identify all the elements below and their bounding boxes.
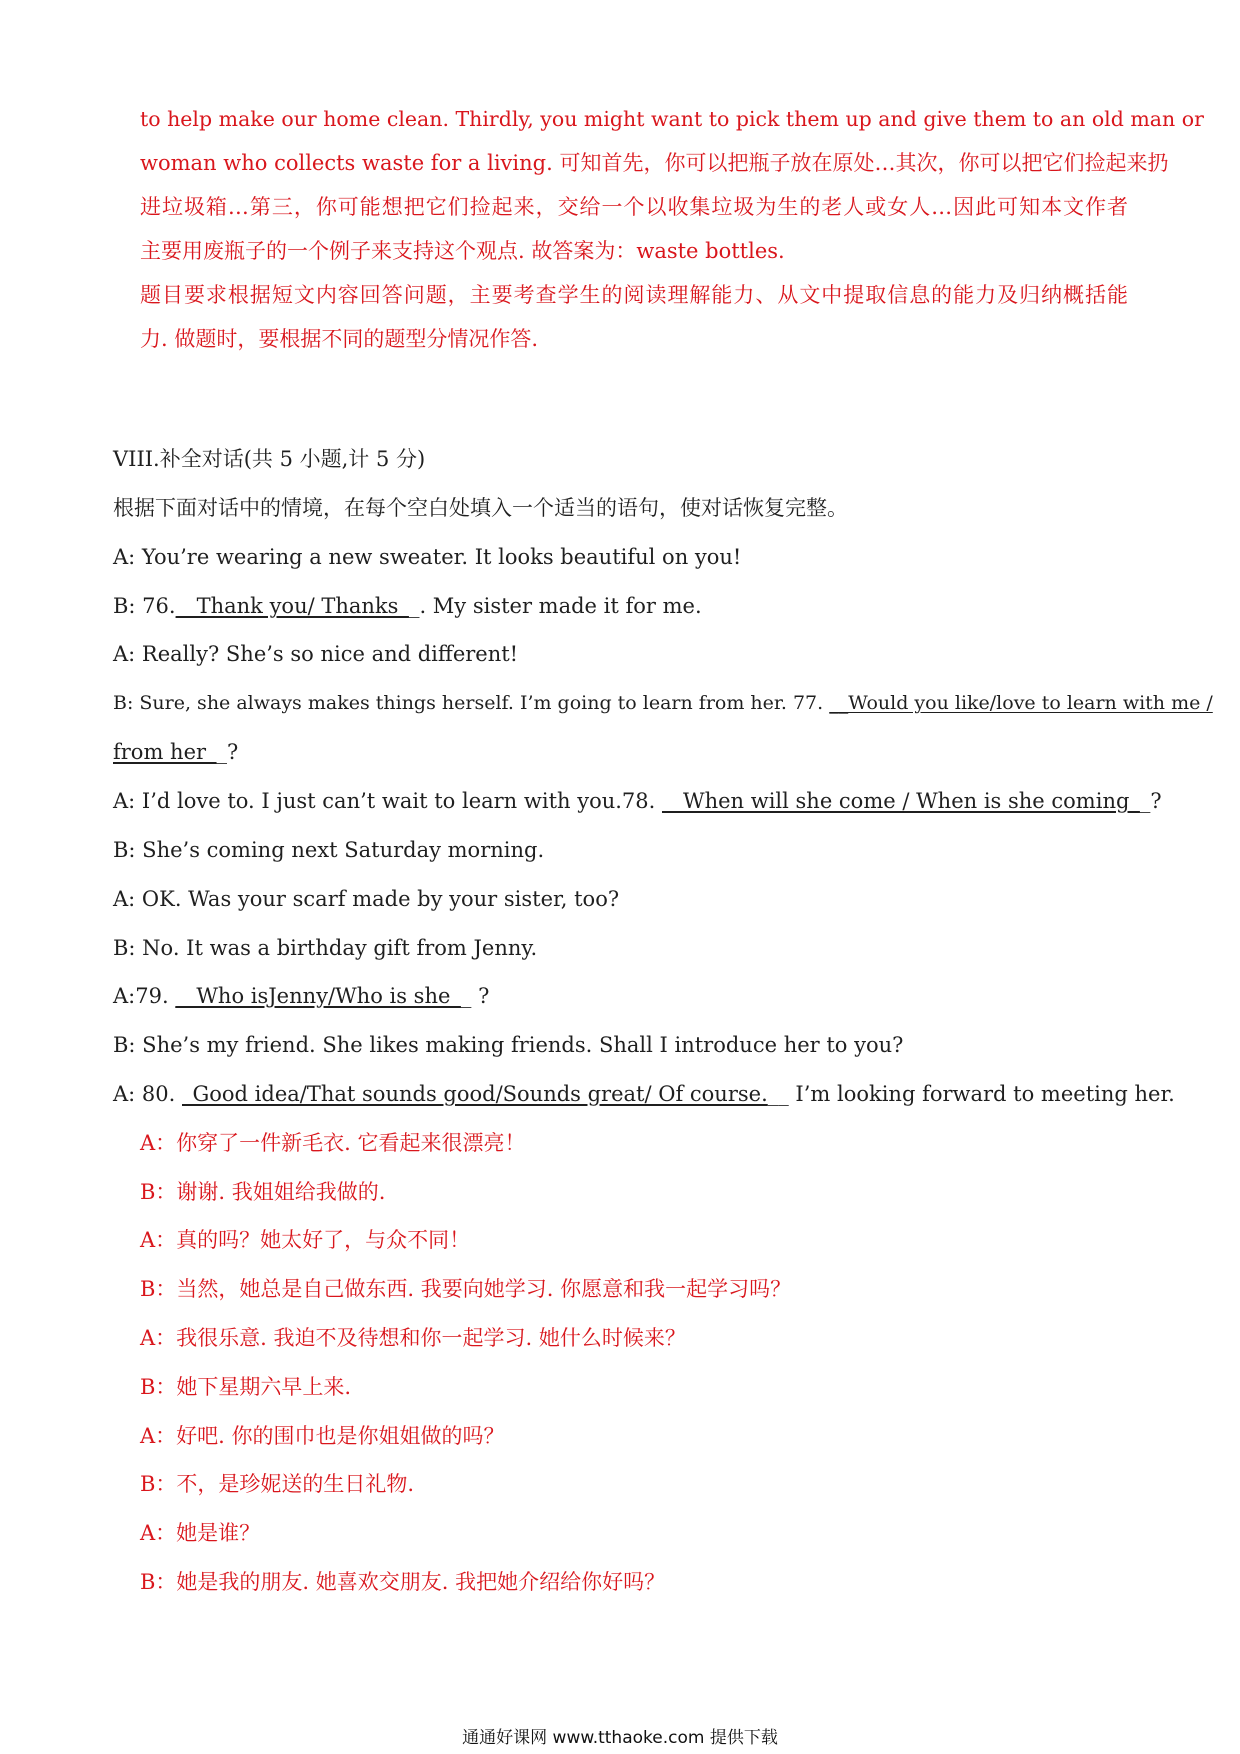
translation-line: A：好吧. 你的围巾也是你姐姐做的吗？	[140, 1424, 505, 1448]
section-heading: VIII.补全对话(共 5 小题,计 5 分)	[113, 447, 426, 471]
dialogue-line: B: She’s coming next Saturday morning.	[113, 838, 545, 862]
dialogue-text: _?	[1139, 789, 1162, 813]
answer-77: __Would you like/love to learn with me /	[829, 692, 1213, 714]
explanation-line: 进垃圾箱…第三，你可能想把它们捡起来，交给一个以收集垃圾为生的老人或女人…因此可知本文作者	[140, 195, 1128, 219]
translation-line: A：她是谁？	[140, 1521, 261, 1545]
translation-line: B：谢谢. 我姐姐给我做的.	[140, 1180, 386, 1204]
page-footer: 通通好课网 www.tthaoke.com 提供下载	[462, 1728, 778, 1748]
translation-line: A：我很乐意. 我迫不及待想和你一起学习. 她什么时候来？	[140, 1326, 686, 1350]
dialogue-text: B: 76.	[113, 594, 176, 618]
dialogue-line: A: OK. Was your scarf made by your sister, too?	[113, 887, 620, 911]
dialogue-text: A: I’d love to. I just can’t wait to learn with you.78.	[113, 789, 662, 813]
translation-line: B：她是我的朋友. 她喜欢交朋友. 我把她介绍给你好吗？	[140, 1570, 666, 1594]
dialogue-text: _ ?	[460, 984, 490, 1008]
dialogue-line: A: Really? She’s so nice and different!	[113, 642, 519, 666]
dialogue-line	[113, 1079, 1175, 1109]
translation-line: A：你穿了一件新毛衣. 它看起来很漂亮！	[140, 1131, 526, 1155]
dialogue-line: B: She’s my friend. She likes making friends. Shall I introduce her to you?	[113, 1033, 904, 1057]
translation-line: B：不，是珍妮送的生日礼物.	[140, 1472, 415, 1496]
answer-76: __Thank you/ Thanks_	[175, 594, 409, 618]
explanation-line: 力. 做题时，要根据不同的题型分情况作答.	[140, 327, 539, 351]
answer-80: _Good idea/That sounds good/Sounds great/ Of course.	[182, 1082, 768, 1106]
translation-line: A：真的吗？她太好了，与众不同！	[140, 1228, 471, 1252]
dialogue-text: __ I’m looking forward to meeting her.	[767, 1082, 1175, 1106]
dialogue-text: B: Sure, she always makes things herself. I’m going to learn from her. 77.	[113, 692, 830, 714]
explanation-line: 题目要求根据短文内容回答问题，主要考查学生的阅读理解能力、从文中提取信息的能力及归纳概括能	[140, 283, 1128, 307]
answer-77-cont: from her_	[113, 740, 217, 764]
translation-line: B：她下星期六早上来.	[140, 1375, 352, 1399]
dialogue-text: A: 80.	[113, 1082, 182, 1106]
dialogue-text: A:79.	[113, 984, 176, 1008]
dialogue-text: _?	[216, 740, 239, 764]
answer-78: __When will she come / When is she coming_	[661, 789, 1140, 813]
dialogue-line	[113, 981, 489, 1011]
explanation-line: 主要用废瓶子的一个例子来支持这个观点. 故答案为：waste bottles.	[140, 239, 785, 263]
section-instruction: 根据下面对话中的情境，在每个空白处填入一个适当的语句，使对话恢复完整。	[113, 496, 848, 520]
dialogue-line: B: No. It was a birthday gift from Jenny.	[113, 936, 538, 960]
dialogue-line	[113, 591, 702, 621]
dialogue-text: _. My sister made it for me.	[408, 594, 702, 618]
dialogue-line	[113, 786, 1162, 816]
explanation-line: woman who collects waste for a living. 可知首先，你可以把瓶子放在原处…其次，你可以把它们捡起来扔	[140, 151, 1169, 175]
translation-line: B：当然，她总是自己做东西. 我要向她学习. 你愿意和我一起学习吗？	[140, 1277, 792, 1301]
dialogue-line: A: You’re wearing a new sweater. It looks beautiful on you!	[113, 545, 742, 569]
dialogue-line	[113, 737, 238, 767]
explanation-line: to help make our home clean. Thirdly, you might want to pick them up and give them to an old man or	[140, 107, 1204, 131]
dialogue-line	[113, 688, 1213, 718]
answer-79: __Who isJenny/Who is she_	[175, 984, 461, 1008]
